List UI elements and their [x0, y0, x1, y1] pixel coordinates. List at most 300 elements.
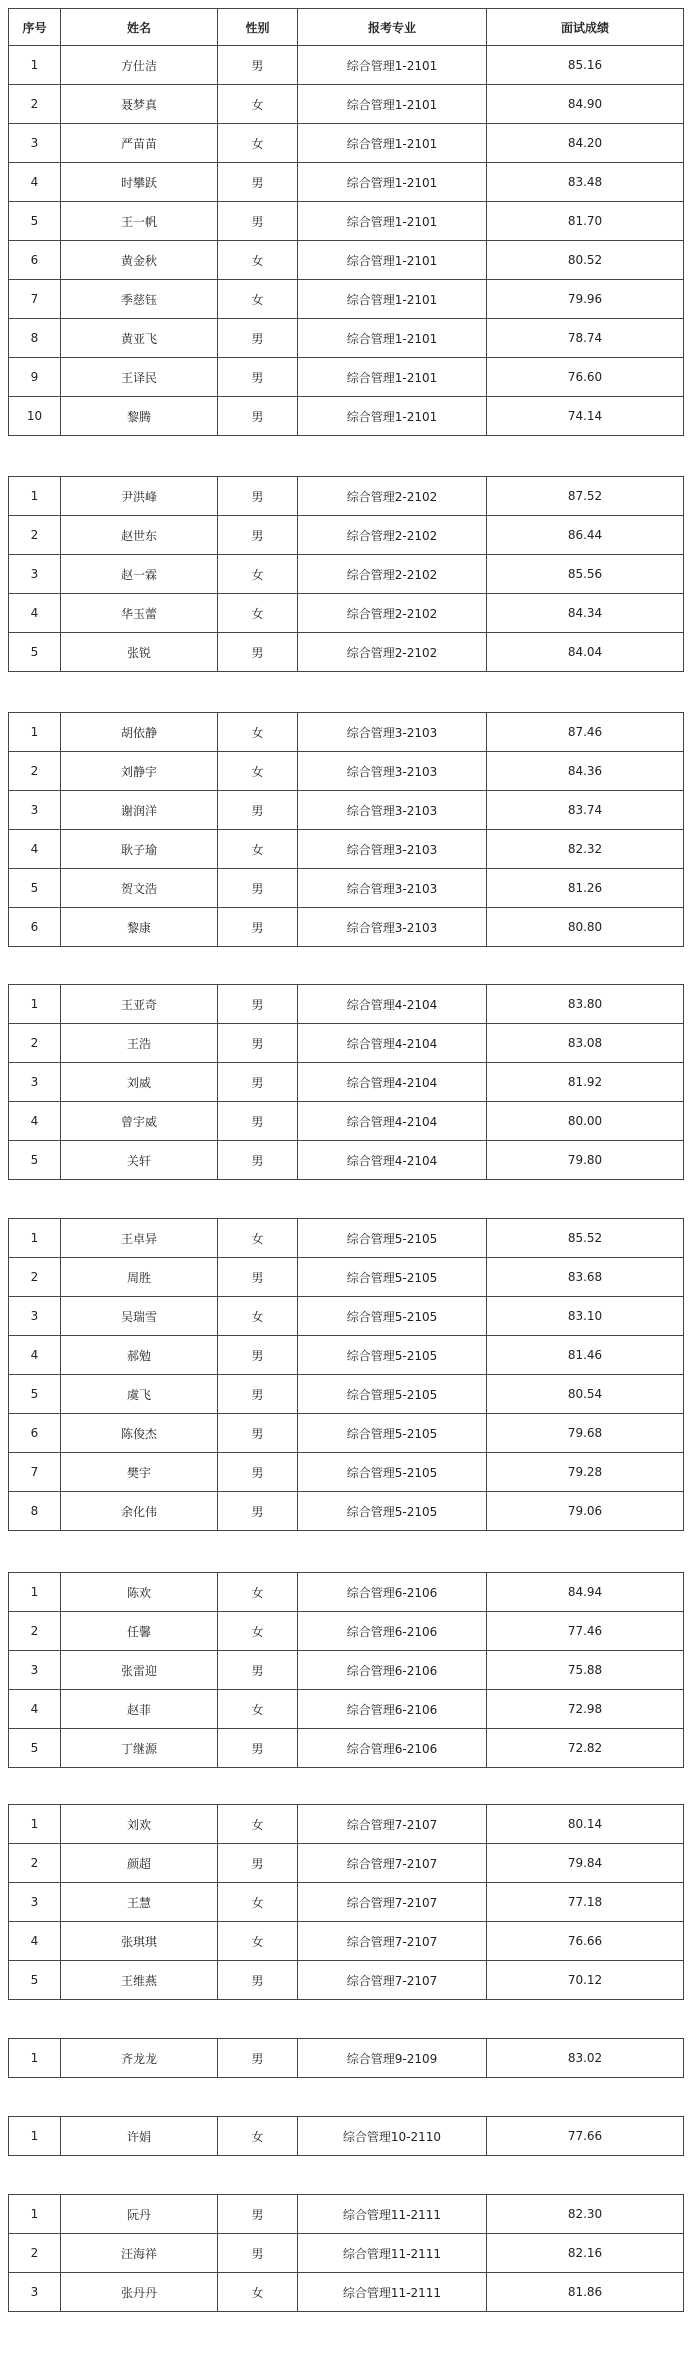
- table-row: [9, 202, 684, 241]
- table-row: [9, 85, 684, 124]
- name-cell: 方仕洁: [61, 46, 218, 85]
- name-cell: 季慈钰: [61, 280, 218, 319]
- name-cell: 张锐: [61, 633, 218, 672]
- major-cell: 综合管理11-2111: [298, 2234, 487, 2273]
- index-cell: 3: [9, 1297, 61, 1336]
- major-cell: 综合管理1-2101: [298, 241, 487, 280]
- name-cell: 王译民: [61, 358, 218, 397]
- name-cell: 汪海祥: [61, 2234, 218, 2273]
- column-header-major: 报考专业: [298, 9, 487, 46]
- name-cell: 谢润洋: [61, 791, 218, 830]
- score-cell: 83.02: [487, 2039, 684, 2078]
- score-cell: 83.08: [487, 1024, 684, 1063]
- gender-cell: 男: [218, 791, 298, 830]
- table-row: [9, 2273, 684, 2312]
- major-cell: 综合管理2-2102: [298, 516, 487, 555]
- table-row: [9, 477, 684, 516]
- major-cell: 综合管理1-2101: [298, 85, 487, 124]
- table-row: [9, 713, 684, 752]
- score-cell: 82.30: [487, 2195, 684, 2234]
- gender-cell: 女: [218, 1297, 298, 1336]
- score-cell: 80.52: [487, 241, 684, 280]
- index-cell: 3: [9, 791, 61, 830]
- major-cell: 综合管理1-2101: [298, 397, 487, 436]
- column-header-name: 姓名: [61, 9, 218, 46]
- table-row: [9, 594, 684, 633]
- gender-cell: 女: [218, 1883, 298, 1922]
- score-cell: 80.54: [487, 1375, 684, 1414]
- name-cell: 虞飞: [61, 1375, 218, 1414]
- name-cell: 黄金秋: [61, 241, 218, 280]
- name-cell: 张雷迎: [61, 1651, 218, 1690]
- gender-cell: 女: [218, 594, 298, 633]
- major-cell: 综合管理6-2106: [298, 1651, 487, 1690]
- table-row: [9, 633, 684, 672]
- index-cell: 8: [9, 1492, 61, 1531]
- gender-cell: 女: [218, 2117, 298, 2156]
- score-cell: 76.60: [487, 358, 684, 397]
- score-cell: 85.16: [487, 46, 684, 85]
- index-cell: 4: [9, 1336, 61, 1375]
- score-cell: 79.06: [487, 1492, 684, 1531]
- gender-cell: 女: [218, 555, 298, 594]
- name-cell: 刘静宇: [61, 752, 218, 791]
- index-cell: 2: [9, 2234, 61, 2273]
- score-cell: 84.36: [487, 752, 684, 791]
- major-cell: 综合管理5-2105: [298, 1336, 487, 1375]
- index-cell: 1: [9, 477, 61, 516]
- major-cell: 综合管理1-2101: [298, 280, 487, 319]
- gender-cell: 男: [218, 1492, 298, 1531]
- major-cell: 综合管理5-2105: [298, 1453, 487, 1492]
- index-cell: 10: [9, 397, 61, 436]
- gender-cell: 男: [218, 397, 298, 436]
- gender-cell: 女: [218, 1690, 298, 1729]
- gender-cell: 男: [218, 1336, 298, 1375]
- major-cell: 综合管理5-2105: [298, 1297, 487, 1336]
- major-cell: 综合管理5-2105: [298, 1375, 487, 1414]
- gender-cell: 男: [218, 202, 298, 241]
- major-cell: 综合管理5-2105: [298, 1492, 487, 1531]
- table-row: [9, 124, 684, 163]
- gender-cell: 女: [218, 1922, 298, 1961]
- table-row: [9, 1651, 684, 1690]
- name-cell: 胡依静: [61, 713, 218, 752]
- index-cell: 1: [9, 2117, 61, 2156]
- score-cell: 70.12: [487, 1961, 684, 2000]
- major-cell: 综合管理4-2104: [298, 1102, 487, 1141]
- gender-cell: 女: [218, 2273, 298, 2312]
- major-cell: 综合管理4-2104: [298, 1141, 487, 1180]
- name-cell: 王一帆: [61, 202, 218, 241]
- gender-cell: 男: [218, 908, 298, 947]
- name-cell: 周胜: [61, 1258, 218, 1297]
- major-cell: 综合管理1-2101: [298, 163, 487, 202]
- score-cell: 84.20: [487, 124, 684, 163]
- major-cell: 综合管理3-2103: [298, 830, 487, 869]
- table-row: [9, 1258, 684, 1297]
- major-cell: 综合管理3-2103: [298, 908, 487, 947]
- index-cell: 4: [9, 1922, 61, 1961]
- index-cell: 2: [9, 1024, 61, 1063]
- major-cell: 综合管理11-2111: [298, 2195, 487, 2234]
- score-cell: 87.52: [487, 477, 684, 516]
- index-cell: 6: [9, 241, 61, 280]
- score-cell: 82.16: [487, 2234, 684, 2273]
- index-cell: 1: [9, 713, 61, 752]
- score-cell: 84.34: [487, 594, 684, 633]
- name-cell: 樊宇: [61, 1453, 218, 1492]
- gender-cell: 男: [218, 1453, 298, 1492]
- major-cell: 综合管理2-2102: [298, 594, 487, 633]
- score-cell: 79.28: [487, 1453, 684, 1492]
- gender-cell: 男: [218, 163, 298, 202]
- index-cell: 8: [9, 319, 61, 358]
- major-cell: 综合管理10-2110: [298, 2117, 487, 2156]
- name-cell: 曾宇威: [61, 1102, 218, 1141]
- index-cell: 4: [9, 594, 61, 633]
- index-cell: 5: [9, 869, 61, 908]
- score-cell: 79.84: [487, 1844, 684, 1883]
- name-cell: 王卓异: [61, 1219, 218, 1258]
- table-row: [9, 1690, 684, 1729]
- score-cell: 85.56: [487, 555, 684, 594]
- index-cell: 2: [9, 85, 61, 124]
- table-row: [9, 2117, 684, 2156]
- name-cell: 张琪琪: [61, 1922, 218, 1961]
- table-row: [9, 1414, 684, 1453]
- score-cell: 76.66: [487, 1922, 684, 1961]
- table-row: [9, 397, 684, 436]
- index-cell: 6: [9, 908, 61, 947]
- index-cell: 2: [9, 516, 61, 555]
- index-cell: 5: [9, 202, 61, 241]
- name-cell: 吴瑞雪: [61, 1297, 218, 1336]
- table-row: [9, 2039, 684, 2078]
- name-cell: 刘威: [61, 1063, 218, 1102]
- gender-cell: 男: [218, 2039, 298, 2078]
- name-cell: 黎康: [61, 908, 218, 947]
- score-cell: 72.82: [487, 1729, 684, 1768]
- gender-cell: 女: [218, 1805, 298, 1844]
- score-cell: 80.14: [487, 1805, 684, 1844]
- table-row: [9, 1453, 684, 1492]
- index-cell: 2: [9, 1844, 61, 1883]
- score-cell: 83.48: [487, 163, 684, 202]
- index-cell: 1: [9, 2195, 61, 2234]
- score-cell: 82.32: [487, 830, 684, 869]
- table-row: [9, 1336, 684, 1375]
- major-cell: 综合管理11-2111: [298, 2273, 487, 2312]
- gender-cell: 男: [218, 2234, 298, 2273]
- score-cell: 78.74: [487, 319, 684, 358]
- major-cell: 综合管理2-2102: [298, 477, 487, 516]
- major-cell: 综合管理1-2101: [298, 202, 487, 241]
- gender-cell: 女: [218, 752, 298, 791]
- name-cell: 赵世东: [61, 516, 218, 555]
- table-row: [9, 280, 684, 319]
- score-cell: 83.68: [487, 1258, 684, 1297]
- score-cell: 81.46: [487, 1336, 684, 1375]
- score-cell: 83.10: [487, 1297, 684, 1336]
- name-cell: 赵一霖: [61, 555, 218, 594]
- index-cell: 1: [9, 1573, 61, 1612]
- score-cell: 72.98: [487, 1690, 684, 1729]
- name-cell: 严苗苗: [61, 124, 218, 163]
- major-cell: 综合管理7-2107: [298, 1844, 487, 1883]
- table-row: [9, 1805, 684, 1844]
- gender-cell: 男: [218, 1141, 298, 1180]
- table-row: [9, 241, 684, 280]
- score-cell: 84.90: [487, 85, 684, 124]
- name-cell: 王浩: [61, 1024, 218, 1063]
- index-cell: 5: [9, 1141, 61, 1180]
- major-cell: 综合管理2-2102: [298, 633, 487, 672]
- name-cell: 阮丹: [61, 2195, 218, 2234]
- name-cell: 黄亚飞: [61, 319, 218, 358]
- gender-cell: 男: [218, 1258, 298, 1297]
- gender-cell: 男: [218, 1102, 298, 1141]
- score-table-group-3: [8, 712, 684, 947]
- table-row: [9, 1141, 684, 1180]
- gender-cell: 男: [218, 1414, 298, 1453]
- gender-cell: 男: [218, 477, 298, 516]
- table-row: [9, 319, 684, 358]
- table-row: [9, 163, 684, 202]
- gender-cell: 男: [218, 1375, 298, 1414]
- table-row: [9, 752, 684, 791]
- table-row: [9, 358, 684, 397]
- score-table-group-1: [8, 8, 684, 436]
- major-cell: 综合管理7-2107: [298, 1961, 487, 2000]
- name-cell: 余化伟: [61, 1492, 218, 1531]
- name-cell: 齐龙龙: [61, 2039, 218, 2078]
- table-row: [9, 555, 684, 594]
- gender-cell: 男: [218, 985, 298, 1024]
- table-row: [9, 1102, 684, 1141]
- name-cell: 郝勉: [61, 1336, 218, 1375]
- index-cell: 1: [9, 1219, 61, 1258]
- score-cell: 77.18: [487, 1883, 684, 1922]
- score-table-group-8: [8, 2038, 684, 2078]
- index-cell: 1: [9, 1805, 61, 1844]
- gender-cell: 女: [218, 85, 298, 124]
- major-cell: 综合管理3-2103: [298, 869, 487, 908]
- gender-cell: 男: [218, 1844, 298, 1883]
- table-row: [9, 516, 684, 555]
- major-cell: 综合管理1-2101: [298, 319, 487, 358]
- major-cell: 综合管理5-2105: [298, 1414, 487, 1453]
- name-cell: 陈俊杰: [61, 1414, 218, 1453]
- score-cell: 81.86: [487, 2273, 684, 2312]
- name-cell: 丁继源: [61, 1729, 218, 1768]
- table-row: [9, 1063, 684, 1102]
- table-row: [9, 830, 684, 869]
- name-cell: 黎腾: [61, 397, 218, 436]
- gender-cell: 男: [218, 358, 298, 397]
- major-cell: 综合管理6-2106: [298, 1612, 487, 1651]
- name-cell: 任馨: [61, 1612, 218, 1651]
- major-cell: 综合管理9-2109: [298, 2039, 487, 2078]
- score-cell: 81.92: [487, 1063, 684, 1102]
- score-cell: 74.14: [487, 397, 684, 436]
- score-cell: 75.88: [487, 1651, 684, 1690]
- index-cell: 3: [9, 1063, 61, 1102]
- name-cell: 陈欢: [61, 1573, 218, 1612]
- table-row: [9, 1883, 684, 1922]
- major-cell: 综合管理6-2106: [298, 1690, 487, 1729]
- name-cell: 赵菲: [61, 1690, 218, 1729]
- table-row: [9, 1573, 684, 1612]
- score-table-group-9: [8, 2116, 684, 2156]
- table-row: [9, 1492, 684, 1531]
- major-cell: 综合管理7-2107: [298, 1922, 487, 1961]
- table-row: [9, 1729, 684, 1768]
- score-cell: 79.68: [487, 1414, 684, 1453]
- score-cell: 84.94: [487, 1573, 684, 1612]
- major-cell: 综合管理4-2104: [298, 1024, 487, 1063]
- index-cell: 6: [9, 1414, 61, 1453]
- header-row: [9, 9, 684, 46]
- gender-cell: 男: [218, 516, 298, 555]
- major-cell: 综合管理5-2105: [298, 1219, 487, 1258]
- index-cell: 4: [9, 163, 61, 202]
- score-cell: 79.96: [487, 280, 684, 319]
- major-cell: 综合管理1-2101: [298, 124, 487, 163]
- name-cell: 刘欢: [61, 1805, 218, 1844]
- table-row: [9, 1922, 684, 1961]
- index-cell: 4: [9, 830, 61, 869]
- score-cell: 80.80: [487, 908, 684, 947]
- index-cell: 1: [9, 46, 61, 85]
- index-cell: 5: [9, 633, 61, 672]
- gender-cell: 女: [218, 124, 298, 163]
- table-row: [9, 908, 684, 947]
- index-cell: 1: [9, 2039, 61, 2078]
- major-cell: 综合管理7-2107: [298, 1805, 487, 1844]
- index-cell: 3: [9, 1883, 61, 1922]
- major-cell: 综合管理3-2103: [298, 752, 487, 791]
- score-table-group-2: [8, 476, 684, 672]
- gender-cell: 男: [218, 1729, 298, 1768]
- gender-cell: 男: [218, 1063, 298, 1102]
- gender-cell: 男: [218, 319, 298, 358]
- index-cell: 2: [9, 752, 61, 791]
- score-cell: 77.46: [487, 1612, 684, 1651]
- index-cell: 2: [9, 1612, 61, 1651]
- index-cell: 5: [9, 1961, 61, 2000]
- index-cell: 3: [9, 2273, 61, 2312]
- major-cell: 综合管理4-2104: [298, 985, 487, 1024]
- index-cell: 3: [9, 1651, 61, 1690]
- name-cell: 聂梦真: [61, 85, 218, 124]
- gender-cell: 男: [218, 1961, 298, 2000]
- index-cell: 9: [9, 358, 61, 397]
- score-table-group-4: [8, 984, 684, 1180]
- gender-cell: 男: [218, 1651, 298, 1690]
- column-header-gender: 性别: [218, 9, 298, 46]
- column-header-score: 面试成绩: [487, 9, 684, 46]
- score-table-group-5: [8, 1218, 684, 1531]
- score-cell: 87.46: [487, 713, 684, 752]
- index-cell: 5: [9, 1375, 61, 1414]
- major-cell: 综合管理3-2103: [298, 791, 487, 830]
- name-cell: 贺文浩: [61, 869, 218, 908]
- table-row: [9, 2234, 684, 2273]
- gender-cell: 女: [218, 1219, 298, 1258]
- name-cell: 许娟: [61, 2117, 218, 2156]
- score-cell: 79.80: [487, 1141, 684, 1180]
- column-header-index: 序号: [9, 9, 61, 46]
- table-row: [9, 1297, 684, 1336]
- gender-cell: 女: [218, 241, 298, 280]
- name-cell: 张丹丹: [61, 2273, 218, 2312]
- name-cell: 王慧: [61, 1883, 218, 1922]
- major-cell: 综合管理6-2106: [298, 1573, 487, 1612]
- table-row: [9, 1961, 684, 2000]
- index-cell: 4: [9, 1102, 61, 1141]
- name-cell: 尹洪峰: [61, 477, 218, 516]
- gender-cell: 女: [218, 830, 298, 869]
- major-cell: 综合管理6-2106: [298, 1729, 487, 1768]
- gender-cell: 男: [218, 2195, 298, 2234]
- table-row: [9, 869, 684, 908]
- score-cell: 83.74: [487, 791, 684, 830]
- gender-cell: 男: [218, 1024, 298, 1063]
- table-row: [9, 2195, 684, 2234]
- score-cell: 85.52: [487, 1219, 684, 1258]
- index-cell: 2: [9, 1258, 61, 1297]
- index-cell: 4: [9, 1690, 61, 1729]
- gender-cell: 女: [218, 1612, 298, 1651]
- gender-cell: 男: [218, 46, 298, 85]
- score-cell: 83.80: [487, 985, 684, 1024]
- score-table-group-10: [8, 2194, 684, 2312]
- table-row: [9, 985, 684, 1024]
- index-cell: 1: [9, 985, 61, 1024]
- index-cell: 3: [9, 124, 61, 163]
- gender-cell: 女: [218, 1573, 298, 1612]
- major-cell: 综合管理1-2101: [298, 46, 487, 85]
- major-cell: 综合管理2-2102: [298, 555, 487, 594]
- score-cell: 80.00: [487, 1102, 684, 1141]
- index-cell: 7: [9, 280, 61, 319]
- major-cell: 综合管理5-2105: [298, 1258, 487, 1297]
- name-cell: 关轩: [61, 1141, 218, 1180]
- index-cell: 5: [9, 1729, 61, 1768]
- name-cell: 王亚奇: [61, 985, 218, 1024]
- major-cell: 综合管理1-2101: [298, 358, 487, 397]
- table-row: [9, 1612, 684, 1651]
- score-cell: 81.26: [487, 869, 684, 908]
- name-cell: 华玉蕾: [61, 594, 218, 633]
- score-cell: 86.44: [487, 516, 684, 555]
- score-cell: 81.70: [487, 202, 684, 241]
- major-cell: 综合管理4-2104: [298, 1063, 487, 1102]
- table-row: [9, 1375, 684, 1414]
- major-cell: 综合管理7-2107: [298, 1883, 487, 1922]
- major-cell: 综合管理3-2103: [298, 713, 487, 752]
- name-cell: 时攀跃: [61, 163, 218, 202]
- name-cell: 耿子瑜: [61, 830, 218, 869]
- table-row: [9, 46, 684, 85]
- table-row: [9, 1219, 684, 1258]
- table-row: [9, 791, 684, 830]
- index-cell: 7: [9, 1453, 61, 1492]
- name-cell: 颜超: [61, 1844, 218, 1883]
- score-table-group-6: [8, 1572, 684, 1768]
- gender-cell: 男: [218, 633, 298, 672]
